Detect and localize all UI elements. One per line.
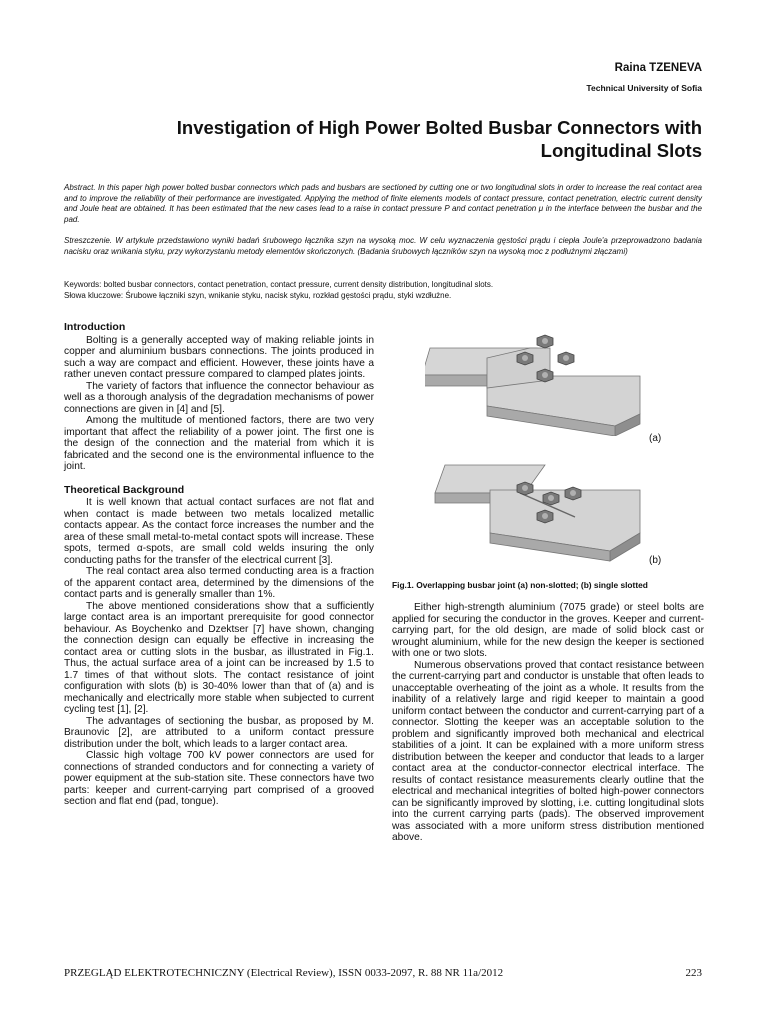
slowa-kluczowe: Słowa kluczowe: Śrubowe łączniki szyn, wnikanie styku, nacisk styku, rozkład gęstości prądu, styki wzdłużne. — [64, 291, 452, 300]
keywords-block — [64, 279, 702, 301]
page-number: 223 — [685, 967, 702, 979]
right-column — [392, 602, 704, 844]
figure-1a-non-slotted-joint — [425, 318, 650, 436]
right-paragraph-2: Numerous observations proved that contact resistance between the current-carrying part and conductor is unstable that often leads to unacceptable overheating of the joint as a whole. It results from the inability of a relatively large and rigid keeper to maintain a good uniform contact between the conductor and current-carrying part of a connector. Slotting the keeper was an acceptable solution to the problem and significantly improved both mechanical and electrical stabilities of a joint. It can be explained with a more uniform stress distribution between the keeper and conductor that leads to a larger contact area at the conductor-connector electrical interface. The results of contact resistance measurements clearly outline that the electrical and mechanical integrities of bolted high-power connectors can be significantly improved by slotting, i.e. cutting longitudinal slots into the current carrying parts (pads). The observed improvement was associated with a more uniform stress distribution mentioned above. — [392, 659, 704, 843]
intro-heading: Introduction — [64, 321, 126, 333]
figure-caption: Fig.1. Overlapping busbar joint (a) non-slotted; (b) single slotted — [392, 580, 648, 590]
journal-citation: PRZEGLĄD ELEKTROTECHNICZNY (Electrical Review), ISSN 0033-2097, R. 88 NR 11a/2012 — [64, 967, 504, 979]
theory-paragraph-1: It is well known that actual contact surfaces are not flat and when contact is made between two metals localized metallic contacts appear. As the contact force increases the number and the area of these small metal-to-metal contact spots will increase. These spots, termed α-spots, are small cold welds insuring the only conducting paths for the transfer of the electrical current [3]. — [64, 497, 374, 566]
title-line-2: Longitudinal Slots — [540, 140, 702, 161]
author-name: Raina TZENEVA — [614, 62, 702, 74]
title-line-1: Investigation of High Power Bolted Busbar Connectors with — [176, 117, 702, 138]
keywords: Keywords: bolted busbar connectors, contact penetration, contact pressure, current density distribution, longitudinal slots. — [64, 280, 494, 289]
paper-title — [100, 116, 702, 162]
theory-heading: Theoretical Background — [64, 483, 185, 496]
left-column — [64, 322, 374, 808]
theory-paragraph-2: The real contact area also termed conducting area is a fraction of the apparent contact area, determined by the dimensions of the contact parts and is generally smaller than 1%. — [64, 566, 374, 600]
figure-label-b: (b) — [649, 555, 662, 566]
theory-paragraph-4: The advantages of sectioning the busbar, as proposed by M. Braunovic [2], are attributed to a uniform contact pressure distribution under the bolt, which leads to a larger contact area. — [64, 715, 374, 750]
streszczenie: Streszczenie. W artykule przedstawiono wyniki badań śrubowego łącznika szyn na wysoką moc. W celu wyznaczenia gęstości prądu i ciepła Joule'a przeprowadzono badania nacisku oraz wnikania styku, przy wykorzystaniu metody elementów skończonych. (Badania śrubowych łączników szyn na wysoką moc z podłużnymi złączami) — [64, 236, 702, 256]
intro-paragraph-1: Bolting is a generally accepted way of making reliable joints in copper and aluminium busbars connections. The joints produced in such a way are compact and efficient. However, these joints have a rather uneven contact pressure compared to clamped plates joints. — [64, 334, 374, 380]
page-footer — [64, 967, 702, 979]
theory-paragraph-3: The above mentioned considerations show that a sufficiently large contact area is an important prerequisite for good connector behaviour. As Boychenko and Dzektser [7] have shown, changing the connection design can equally be effective in increasing the contact area or cutting slots in the busbar, as illustrated in Fig.1. Thus, the actual surface area of a joint can be increased by 1.5 to 1.7 times of that without slots. The contact resistance of joint configuration with slots (b) is 30-40% lower than that of (a) and is mechanically and electrically more stable when subjected to current cycling test [1], [2]. — [64, 600, 374, 715]
figure-label-a: (a) — [649, 433, 662, 444]
right-paragraph-1: Either high-strength aluminium (7075 grade) or steel bolts are applied for securing the conductor in the groves. Keeper and current-carrying part, for the old design, are made of solid block cast or wrought aluminium, while for the new design the keeper is sectioned with one or two slots. — [392, 602, 704, 659]
author-affiliation: Technical University of Sofia — [586, 83, 702, 93]
intro-paragraph-3: Among the multitude of mentioned factors, there are two very important that affect the reliability of a power joint. The first one is the design of the connection and the material from which it is fabricated and the second one is the environmental influence to the joint. — [64, 415, 374, 472]
intro-paragraph-2: The variety of factors that influence the connector behaviour as well as a thorough analysis of the degradation mechanisms of power connections are given in [4] and [5]. — [64, 380, 374, 415]
abstract: Abstract. In this paper high power bolted busbar connectors which pads and busbars are sectioned by cutting one or two longitudinal slots in order to increase the real contact area and to improve the reliability of their performance are investigated. Applying the method of finite elements models of contact pressure, contact penetration, electric current density and Joule heat are obtained. It has been estimated that the new cases lead to a raise in contact pressure P and contact penetration μ in the interface between the busbar and the pad. — [64, 183, 702, 224]
theory-paragraph-5: Classic high voltage 700 kV power connectors are used for connections of stranded conductors and for connecting a variety of power equipment at the sub-station site. These connectors have two parts: keeper and current-carrying part comprised of a grooved section and flat end (pad, tongue). — [64, 750, 374, 807]
figure-1b-slotted-joint — [425, 455, 650, 573]
